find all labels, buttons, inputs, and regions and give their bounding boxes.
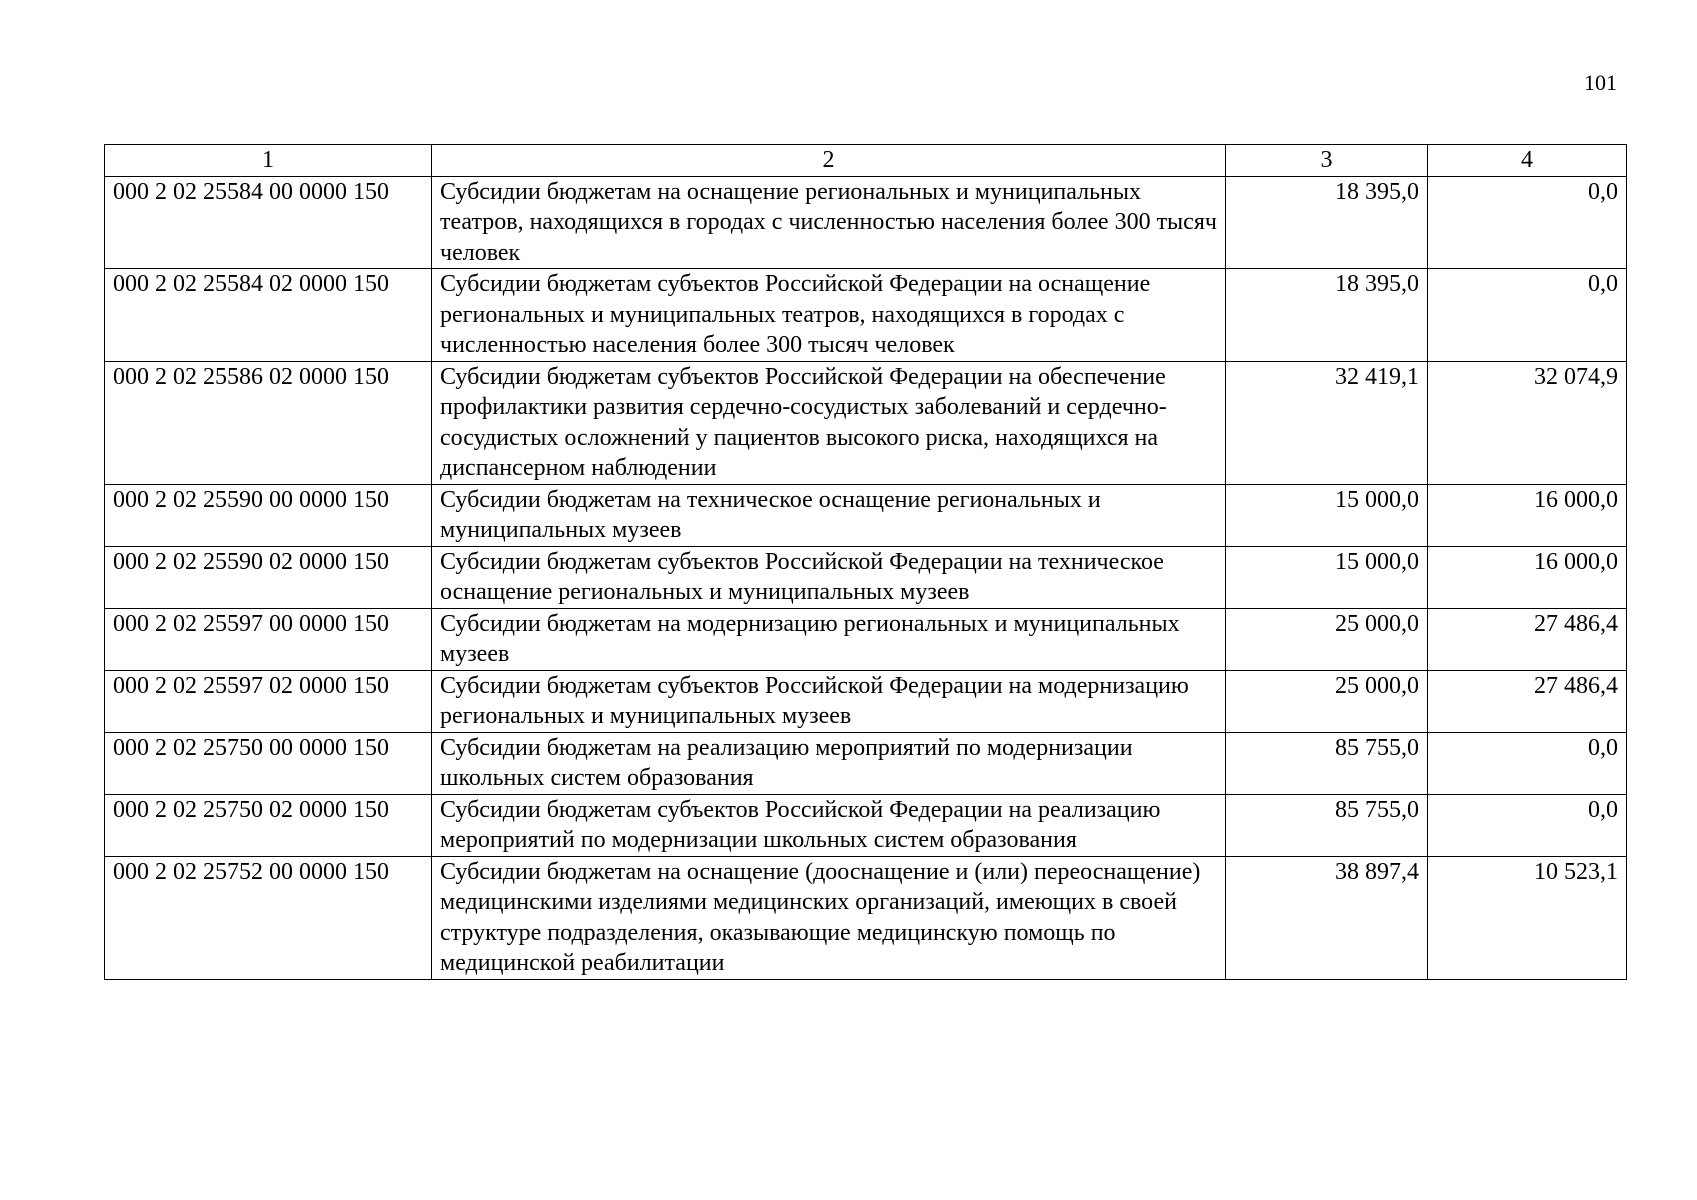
budget-code: 000 2 02 25584 00 0000 150 <box>105 176 432 269</box>
table-row <box>105 670 1627 732</box>
budget-code: 000 2 02 25586 02 0000 150 <box>105 361 432 484</box>
amount-column-3: 32 419,1 <box>1226 361 1428 484</box>
amount-column-3: 18 395,0 <box>1226 176 1428 269</box>
column-header-4: 4 <box>1428 145 1627 177</box>
table-row <box>105 732 1627 794</box>
budget-table <box>104 144 1627 980</box>
table-row <box>105 361 1627 484</box>
budget-code: 000 2 02 25597 00 0000 150 <box>105 608 432 670</box>
budget-code: 000 2 02 25584 02 0000 150 <box>105 269 432 362</box>
table-row <box>105 608 1627 670</box>
description: Субсидии бюджетам субъектов Российской Федерации на оснащение региональных и муниципальных театров, находящихся в городах с численностью населения более 300 тысяч человек <box>432 269 1226 362</box>
amount-column-4: 27 486,4 <box>1428 608 1627 670</box>
table-row <box>105 176 1627 269</box>
amount-column-4: 0,0 <box>1428 269 1627 362</box>
amount-column-4: 0,0 <box>1428 794 1627 856</box>
amount-column-4: 0,0 <box>1428 732 1627 794</box>
description: Субсидии бюджетам на оснащение региональных и муниципальных театров, находящихся в городах с численностью населения более 300 тысяч человек <box>432 176 1226 269</box>
amount-column-4: 16 000,0 <box>1428 546 1627 608</box>
amount-column-3: 38 897,4 <box>1226 856 1428 979</box>
budget-code: 000 2 02 25752 00 0000 150 <box>105 856 432 979</box>
description: Субсидии бюджетам на техническое оснащение региональных и муниципальных музеев <box>432 484 1226 546</box>
budget-code: 000 2 02 25590 02 0000 150 <box>105 546 432 608</box>
amount-column-4: 16 000,0 <box>1428 484 1627 546</box>
budget-code: 000 2 02 25750 00 0000 150 <box>105 732 432 794</box>
amount-column-3: 15 000,0 <box>1226 484 1428 546</box>
amount-column-3: 15 000,0 <box>1226 546 1428 608</box>
amount-column-3: 18 395,0 <box>1226 269 1428 362</box>
description: Субсидии бюджетам субъектов Российской Федерации на техническое оснащение региональных и муниципальных музеев <box>432 546 1226 608</box>
amount-column-3: 25 000,0 <box>1226 670 1428 732</box>
amount-column-4: 32 074,9 <box>1428 361 1627 484</box>
amount-column-3: 25 000,0 <box>1226 608 1428 670</box>
amount-column-4: 10 523,1 <box>1428 856 1627 979</box>
column-header-3: 3 <box>1226 145 1428 177</box>
column-header-2: 2 <box>432 145 1226 177</box>
table-row <box>105 546 1627 608</box>
description: Субсидии бюджетам на реализацию мероприятий по модернизации школьных систем образования <box>432 732 1226 794</box>
budget-code: 000 2 02 25590 00 0000 150 <box>105 484 432 546</box>
table-row <box>105 269 1627 362</box>
table-header-row <box>105 145 1627 177</box>
description: Субсидии бюджетам субъектов Российской Федерации на реализацию мероприятий по модернизации школьных систем образования <box>432 794 1226 856</box>
table-row <box>105 856 1627 979</box>
amount-column-3: 85 755,0 <box>1226 732 1428 794</box>
column-header-1: 1 <box>105 145 432 177</box>
page-number: 101 <box>1584 70 1617 95</box>
budget-code: 000 2 02 25597 02 0000 150 <box>105 670 432 732</box>
description: Субсидии бюджетам на оснащение (дооснащение и (или) переоснащение) медицинскими изделиями медицинских организаций, имеющих в своей структуре подразделения, оказывающие медицинскую помощь по медицинской реабилитации <box>432 856 1226 979</box>
amount-column-4: 0,0 <box>1428 176 1627 269</box>
amount-column-4: 27 486,4 <box>1428 670 1627 732</box>
description: Субсидии бюджетам субъектов Российской Федерации на модернизацию региональных и муниципальных музеев <box>432 670 1226 732</box>
description: Субсидии бюджетам на модернизацию региональных и муниципальных музеев <box>432 608 1226 670</box>
amount-column-3: 85 755,0 <box>1226 794 1428 856</box>
description: Субсидии бюджетам субъектов Российской Федерации на обеспечение профилактики развития сердечно-сосудистых заболеваний и сердечно-сосудистых осложнений у пациентов высокого риска, находящихся на диспансерном наблюдении <box>432 361 1226 484</box>
budget-code: 000 2 02 25750 02 0000 150 <box>105 794 432 856</box>
table-row <box>105 794 1627 856</box>
table-row <box>105 484 1627 546</box>
